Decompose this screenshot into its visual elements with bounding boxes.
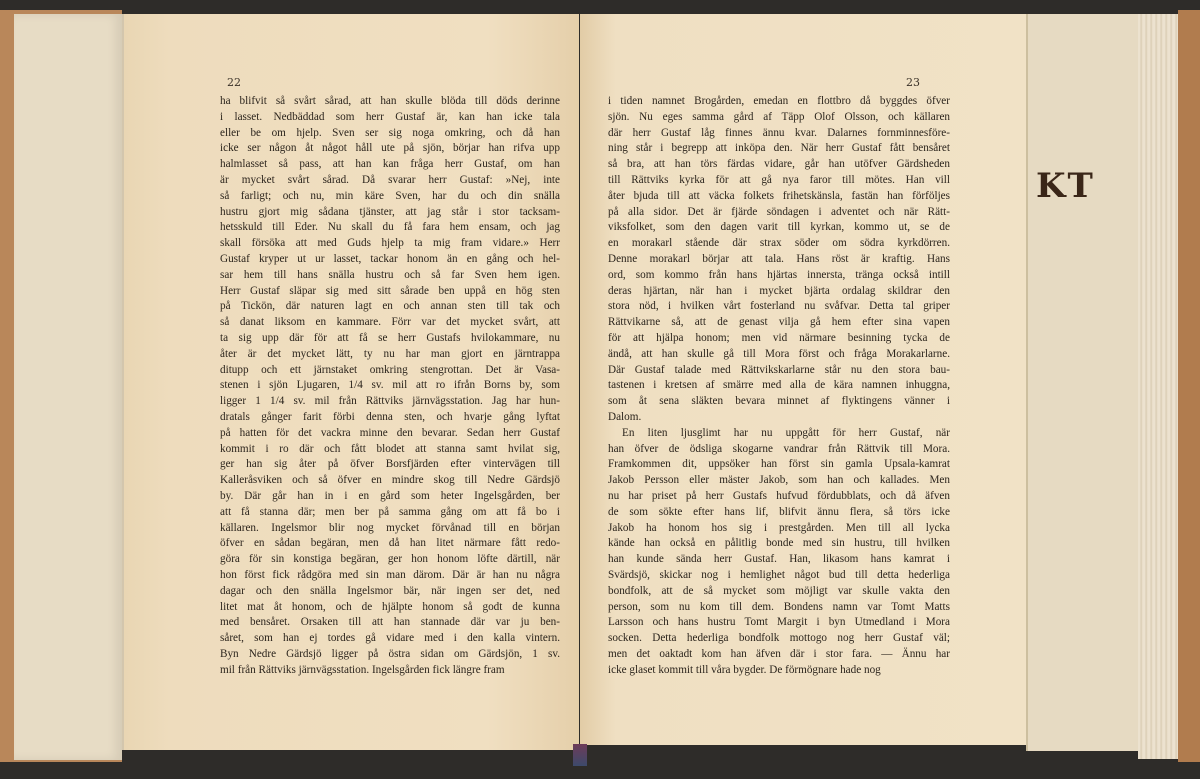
text-line: så farligt; och nu, min käre Sven, har du och din snälla	[220, 189, 560, 202]
text-line: ändå, att han skulle gå till Mora först och fråga Morakarlarne.	[608, 347, 950, 360]
text-line: Gustaf kryper ut ur lasset, tackar honom än en gång och hel-	[220, 252, 560, 265]
text-line: ta sig upp där för att få se herr Gustafs hvilokammare, nu	[220, 331, 560, 344]
text-line: kände han också en pålitlig bonde med sin hustru, till hvilken	[608, 537, 950, 550]
spine-headband	[573, 744, 587, 766]
text-line: skall försöka att med Guds hjelp ta mig fram vidare.» Herr	[220, 237, 560, 250]
right-page	[580, 14, 1026, 745]
text-line: Dalom.	[608, 410, 642, 423]
text-line: by. Där går han in i en gård som heter Ingelsgården, ber	[220, 489, 560, 502]
text-line: hon först fick rådgöra med sin man därom. Där är han nu några	[220, 568, 560, 581]
text-line: mil från Rättviks järnvägsstation. Ingelsgården fick längre fram	[220, 663, 505, 676]
text-line: En liten ljusglimt har nu uppgått för herr Gustaf, när	[622, 426, 950, 439]
text-line: Där Gustaf talade med Rättvikskarlarne står nu den stora bau-	[608, 363, 950, 376]
left-flyleaf	[14, 14, 122, 760]
text-line: på alla sidor. Det är fjärde söndagen i adventet och när Rätt-	[608, 205, 950, 218]
text-line: stenen i sjön Ljugaren, 1/4 sv. mil att ro ifrån Borns by, som	[220, 379, 560, 392]
text-line: kommit i ro där och fått blodet att stanna samt hvilat sig,	[220, 442, 560, 455]
text-line: sar hem till hans snälla hustru och så far Sven hem igen.	[220, 268, 560, 281]
page-number: 22	[227, 76, 241, 89]
text-line: ha blifvit så svårt sårad, att han skulle blöda till döds derinne	[220, 95, 560, 107]
text-line: nu har priset på herr Gustafs hufvud fördubblats, och då äfven	[608, 489, 950, 502]
text-line: ligger 1 1/4 sv. mil från Rättviks järnvägsstation. Jag har hun-	[220, 395, 560, 408]
text-line: Denne morakarl börjar att tala. Hans röst är kraftig. Hans	[608, 252, 950, 265]
text-line: hustru gjort mig sådana tjänster, att jag står i stor tacksam-	[220, 205, 560, 218]
right-page-text	[608, 94, 950, 678]
text-line: ning står i begrepp att inköpa den. När herr Gustaf fått bensåret	[608, 142, 950, 155]
text-line: åter bjuda till att väcka folkets frihetskänsla, fastän han förföljes	[608, 189, 950, 202]
left-page-text	[220, 94, 560, 678]
text-line: med bensåret. Orsaken till att han stannade där var ju ben-	[220, 616, 560, 629]
text-line: dratals gånger farit förbi denna sten, och hvarje gång lyftat	[220, 410, 560, 423]
text-line: tastenen i kretsen af smärre med alla de kära namnen inhuggna,	[608, 379, 950, 392]
text-line: hetsskuld till Eder. Nu skall du få fara hem ensam, och jag	[220, 221, 560, 234]
text-line: öfver en sådan begäran, men då han litet närmare fått redo-	[220, 537, 560, 550]
text-line: är mycket svårt sårad. Då svarar herr Gustaf: »Nej, inte	[220, 173, 560, 186]
text-line: person, som nu kom till dem. Bondens namn var Tomt Matts	[608, 600, 950, 613]
right-cover-board	[1178, 10, 1200, 762]
text-line: så danat liksom en kammare. Förr var det mycket svårt, att	[220, 316, 560, 329]
text-line: Svärdsjö, skickar nog i hemlighet något bud till detta hederliga	[608, 568, 950, 581]
page-edges	[1138, 14, 1182, 759]
text-line: källaren. Ingelsmor blir nog mycket förvånad till en början	[220, 521, 560, 534]
text-line: en morakarl stående där strax söder om södra kyrkdörren.	[608, 237, 950, 250]
text-line: ord, som kommo från hans hjärtas innersta, tränga också intill	[608, 268, 950, 281]
text-line: Rättvikarne så, att de genast vilja gå hem efter sina vapen	[608, 316, 950, 329]
text-line: göra för sin konstiga begäran, ger hon honom löfte därtill, när	[220, 553, 560, 566]
adjacent-page-heading: KT	[1036, 166, 1095, 206]
text-line: eller be om hjelp. Sven ser sig noga omkring, och då han	[220, 126, 560, 139]
text-line: sjön. Nu eges samma gård af Täpp Olof Olsson, och källaren	[608, 110, 950, 123]
text-line: stora nöd, i hvilken vårt fosterland nu svåfvar. Detta tal griper	[608, 300, 950, 313]
text-line: för att hjälpa honom; men vid närmare besinning tycka de	[608, 331, 950, 344]
text-line: ditupp och ett järnstaket omkring stengrottan. Det är Vasa-	[220, 363, 560, 376]
left-page	[124, 14, 579, 750]
page-number: 23	[906, 76, 920, 89]
text-line: Framkommen dit, uppsöker han först sin gamla Upsala-kamrat	[608, 458, 950, 471]
text-line: Byn Nedre Gärdsjö ligger på östra sidan om Gärdsjön, 1 sv.	[220, 647, 560, 660]
text-line: som åt sena släkten bevara minnet af flyktingens vänner i	[608, 395, 950, 408]
text-line: deras hjärtan, när han i mycket bjärta ordalag skildrar den	[608, 284, 950, 297]
text-line: han kunde sända herr Gustaf. Han, likasom hans kamrat i	[608, 553, 950, 566]
text-line: såret, som han ej tordes gå vidare med i den kalla vintern.	[220, 632, 560, 645]
adjacent-page	[1026, 14, 1140, 751]
text-line: han öfver de ödsliga skogarne vandrar från Rättvik till Mora.	[608, 442, 950, 455]
text-line: i lasset. Nedbäddad som herr Gustaf är, kan han icke tala	[220, 110, 560, 123]
text-line: åter är det mycket lätt, ty nu har man gjort en järntrappa	[220, 347, 560, 360]
text-line: icke glaset kommit till våra bygder. De förmögnare hade nog	[608, 663, 881, 676]
text-line: att få stanna där; men ber på samma gång om att få bo i	[220, 505, 560, 518]
text-line: ger han sig åter på öfver Borsfjärden efter vintervägen till	[220, 458, 560, 471]
text-line: på hatten för det vackra minne den bevarar. Sedan herr Gustaf	[220, 426, 560, 439]
text-line: i tiden namnet Brogården, emedan en flottbro då byggdes öfver	[608, 95, 950, 107]
text-line: icke ser någon åt något håll ute på sjön, börjar han rifva upp	[220, 142, 560, 155]
text-line: på Tickön, där naturen lagt en och annan sten till tak och	[220, 300, 560, 313]
text-line: Larsson och hans hustru Tomt Margit i byn Utmedland i Mora	[608, 616, 950, 629]
text-line: dagar och den snälla Ingelsmor bär, när ingen ser det, ned	[220, 584, 560, 597]
text-line: bondfolk, att de så mycket som möjligt var skulle vakta den	[608, 584, 950, 597]
text-line: socken. Detta hederliga bondfolk mottogo nog herr Gustaf väl;	[608, 632, 950, 645]
text-line: Jakob Persson eller mäster Jakob, som han och kallades. Men	[608, 474, 950, 487]
text-line: men det oaktadt kom han äfven där i stor fara. — Ännu har	[608, 647, 950, 660]
text-line: Herr Gustaf släpar sig med sitt sårade ben uppå en hög sten	[220, 284, 560, 297]
text-line: litet mat åt honom, och de hjälpte honom så godt de kunna	[220, 600, 560, 613]
text-line: Jakob ha honom hos sig i prestgården. Men till all lycka	[608, 521, 950, 534]
text-line: där herr Gustaf låg finnes ännu kvar. Dalarnes fornminnesföre-	[608, 126, 950, 139]
text-line: Kalleråsviken och så öfver en mindre skog till Nedre Gärdsjö	[220, 474, 560, 487]
text-line: de som sökte efter hans lif, blifvit ännu flera, så törs icke	[608, 505, 950, 518]
text-line: så bra, att han törs färdas vidare, går han utöfver Gärdsheden	[608, 158, 950, 171]
text-line: viksfolket, som den dagen varit till kyrkan, kommo ut, se de	[608, 221, 950, 234]
text-line: till Rättviks kyrka för att gå nya faror till mötes. Han vill	[608, 173, 950, 186]
text-line: halmlasset så pass, att han kan fråga herr Gustaf, om han	[220, 158, 560, 171]
